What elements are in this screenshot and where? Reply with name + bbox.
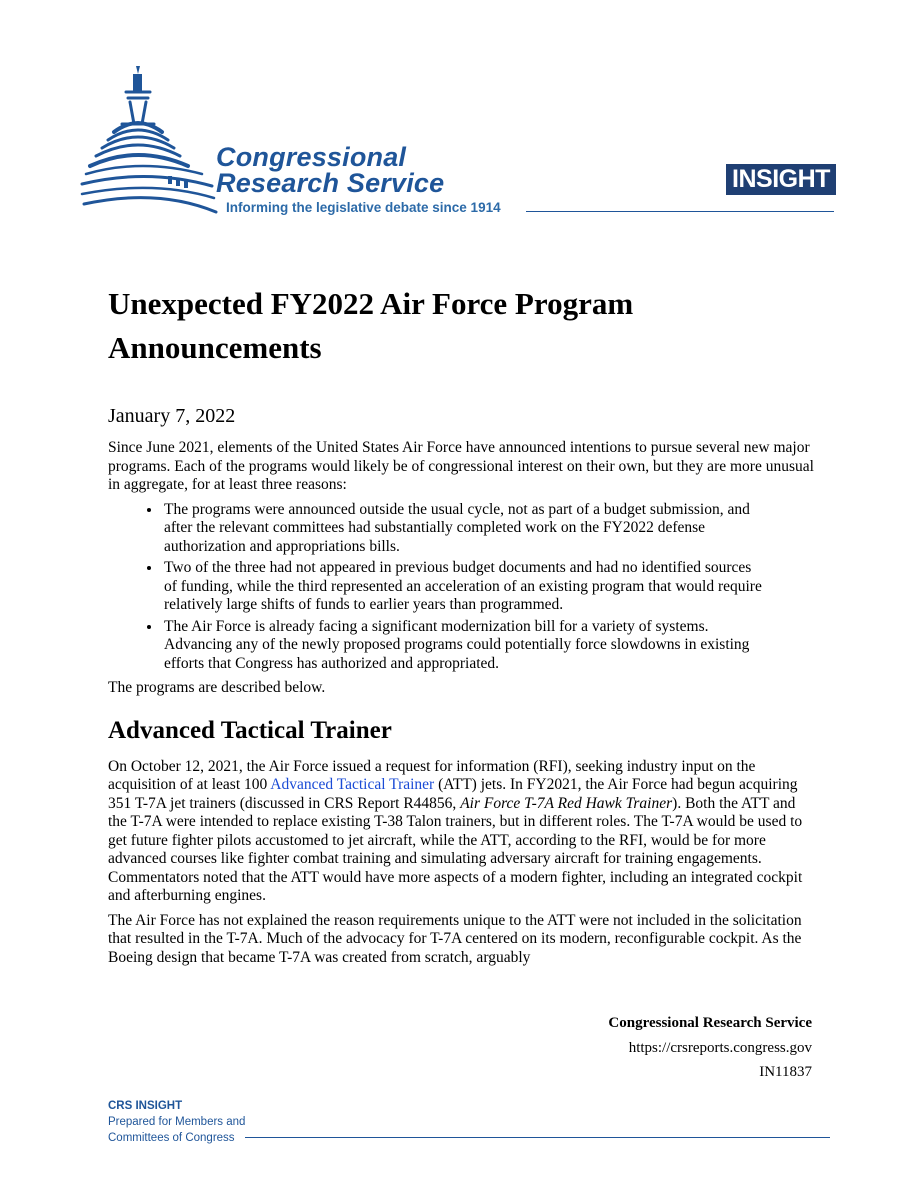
advanced-tactical-trainer-link[interactable]: Advanced Tactical Trainer xyxy=(270,776,435,793)
intro-paragraph: Since June 2021, elements of the United States Air Force have announced intentions to pursue several new major programs. Each of the programs would likely be of congressional interest on their own, but they are more unusual in aggregate, for at least three reasons: xyxy=(108,439,814,493)
att-paragraph-2: The Air Force has not explained the reason requirements unique to the ATT were not included in the solicitation that resulted in the T-7A. Much of the advocacy for T-7A centered on its modern, reconfigurable cockpit. As the Boeing design that became T-7A was created from scratch, arguably xyxy=(108,911,802,966)
publication-date: January 7, 2022 xyxy=(108,405,236,427)
att-text-middle: (ATT) jets. In FY2021, the Air Force had begun acquiring 351 T-7A jet trainers (discussed in CRS Report R44856, xyxy=(108,776,798,812)
insight-badge: INSIGHT xyxy=(726,164,836,195)
footer-info xyxy=(608,1011,812,1085)
tagline-divider xyxy=(526,211,834,212)
crs-tagline: Informing the legislative debate since 1914 xyxy=(226,200,501,215)
crs-wordmark-line2: Research Service xyxy=(216,168,445,198)
prepared-for-line1: Prepared for Members and xyxy=(108,1116,246,1128)
att-text-end: ). Both the ATT and the T-7A were intended to replace existing T-38 Talon trainers, but in different roles. The T-7A would be used to get future fighter pilots accustomed to jet aircraft, while the ATT, according to the RFI, would be for more advanced courses like fighter combat training and simulating adversary aircraft for training engagements. Commentators noted that the ATT would have more aspects of a modern fighter, including an integrated cockpit and afterburning engines. xyxy=(108,794,803,904)
list-item: • Two of the three had not appeared in previous budget documents and had no identified sources of funding, while the third represented an acceleration of an existing program that would require relatively large shifts of funds to earlier years than programmed. xyxy=(162,559,816,615)
footer-url[interactable]: https://crsreports.congress.gov xyxy=(628,1039,812,1056)
prepared-for-line2: Committees of Congress xyxy=(108,1132,235,1144)
section-heading: Advanced Tactical Trainer xyxy=(108,716,392,744)
att-text-start: On October 12, 2021, the Air Force issued a request for information (RFI), seeking industry input on the acquisition of at least 100 xyxy=(108,757,756,793)
crs-wordmark xyxy=(216,144,444,197)
crs-wordmark-line1: Congressional xyxy=(216,142,407,172)
crs-insight-footer xyxy=(108,1098,245,1146)
crs-insight-label: CRS INSIGHT xyxy=(108,1100,183,1112)
reasons-list xyxy=(108,501,816,674)
crs-header xyxy=(78,62,838,222)
report-body xyxy=(108,439,816,973)
footer-divider xyxy=(245,1137,830,1138)
report-id: IN11837 xyxy=(759,1064,812,1080)
programs-intro: The programs are described below. xyxy=(108,679,326,696)
att-paragraph-1 xyxy=(108,758,816,906)
list-item: • The Air Force is already facing a significant modernization bill for a variety of systems. Advancing any of the newly proposed programs could potentially force slowdowns in existing efforts that Congress has authorized and appropriated. xyxy=(162,618,816,674)
list-item: • The programs were announced outside the usual cycle, not as part of a budget submission, and after the relevant committees had substantially completed work on the FY2022 defense authorization and appropriations bills. xyxy=(162,501,816,557)
capitol-dome-icon xyxy=(78,62,228,222)
page-title: Unexpected FY2022 Air Force Program Announcements xyxy=(108,286,634,365)
report-title-italic: Air Force T-7A Red Hawk Trainer xyxy=(460,794,673,812)
footer-org: Congressional Research Service xyxy=(608,1015,812,1031)
